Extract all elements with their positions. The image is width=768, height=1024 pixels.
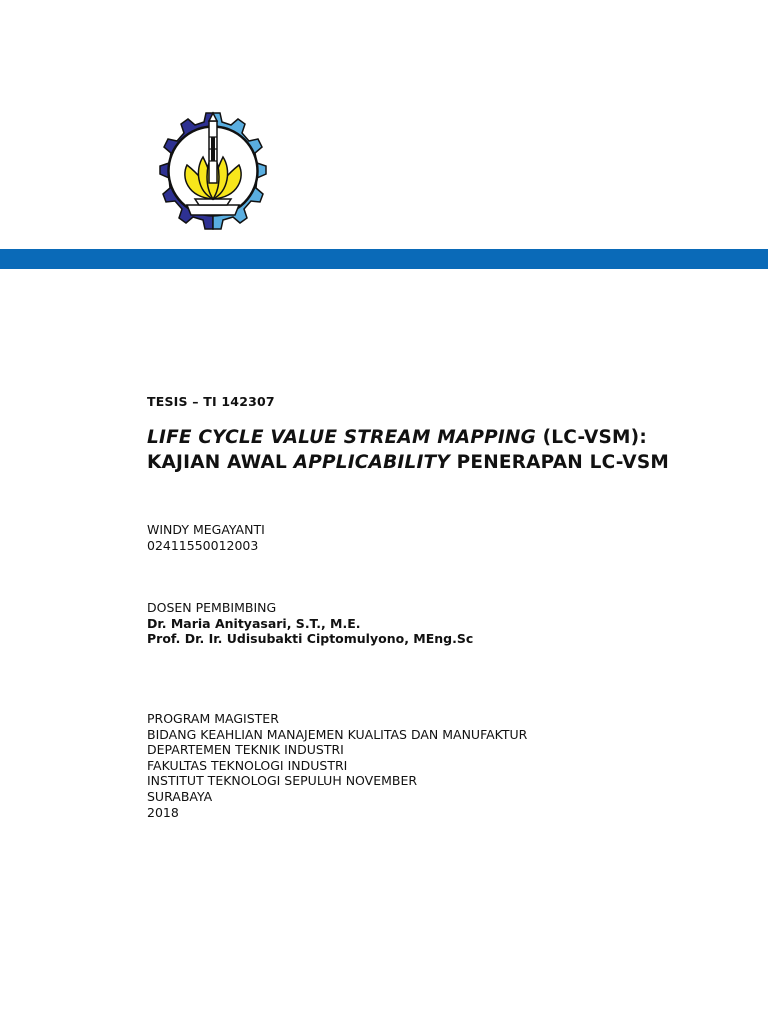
advisor-block [147, 600, 473, 647]
its-emblem-icon [147, 107, 279, 235]
institution-line: BIDANG KEAHLIAN MANAJEMEN KUALITAS DAN MANUFAKTUR [147, 726, 528, 742]
advisor-heading: DOSEN PEMBIMBING [147, 600, 277, 615]
institution-year: 2018 [147, 804, 179, 820]
institution-logo [147, 107, 279, 235]
author-id: 02411550012003 [147, 537, 259, 553]
institution-line: FAKULTAS TEKNOLOGI INDUSTRI [147, 757, 348, 773]
author-name: WINDY MEGAYANTI [147, 522, 265, 537]
title-line-1 [147, 425, 669, 450]
institution-line: SURABAYA [147, 788, 213, 804]
title-italic-2: APPLICABILITY [293, 452, 450, 473]
advisor-name: Dr. Maria Anityasari, S.T., M.E. [147, 615, 361, 631]
advisor-name: Prof. Dr. Ir. Udisubakti Ciptomulyono, MEng.Sc [147, 631, 474, 647]
title-line-2 [147, 450, 669, 475]
title-part-2a: KAJIAN AWAL [147, 452, 294, 473]
institution-block [147, 711, 527, 820]
header-band [0, 249, 768, 269]
title-part-2b: PENERAPAN LC-VSM [449, 452, 669, 473]
institution-line: DEPARTEMEN TEKNIK INDUSTRI [147, 742, 344, 758]
thesis-code: TESIS – TI 142307 [147, 394, 275, 409]
title-rest-1: (LC-VSM): [536, 427, 647, 448]
thesis-title [147, 425, 669, 475]
institution-line: INSTITUT TEKNOLOGI SEPULUH NOVEMBER [147, 773, 418, 789]
title-italic-1: LIFE CYCLE VALUE STREAM MAPPING [147, 427, 536, 448]
author-block [147, 522, 265, 553]
institution-line: PROGRAM MAGISTER [147, 711, 279, 726]
